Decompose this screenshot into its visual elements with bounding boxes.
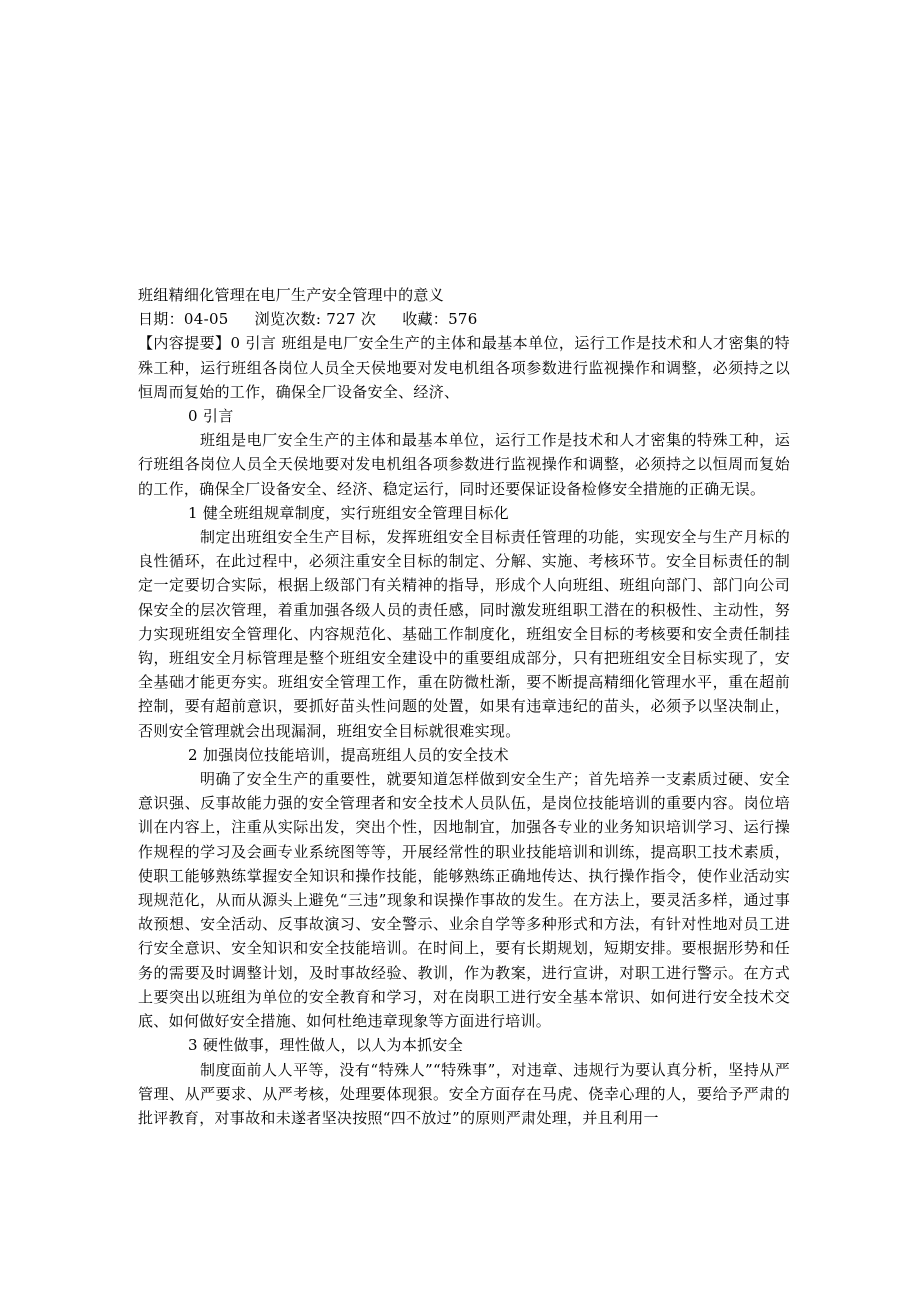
section-3-paragraph: 制度面前人人平等，没有“特殊人”“特殊事”，对违章、违规行为要认真分析，坚持从严管理、从严要求、从严考核，处理要体现狠。安全方面存在马虎、侥幸心理的人，要给予严肃的批评教育，对事故和未遂者坚决按照“四不放过”的原则严肃处理，并且利用一 bbox=[138, 1060, 790, 1127]
article-meta bbox=[138, 307, 790, 331]
intro-heading: 0 引言 bbox=[188, 407, 234, 426]
article-title: 班组精细化管理在电厂生产安全管理中的意义 bbox=[138, 286, 445, 304]
section-1-heading: 1 健全班组规章制度，实行班组安全管理目标化 bbox=[188, 503, 509, 522]
article-abstract: 【内容提要】0 引言 班组是电厂安全生产的主体和最基本单位，运行工作是技术和人才密集的特殊工种，运行班组各岗位人员全天侯地要对发电机组各项参数进行监视操作和调整，必须持之以恒周而复始的工作，确保全厂设备安全、经济、 bbox=[138, 334, 790, 401]
article-favorites: 收藏：576 bbox=[402, 310, 478, 329]
article bbox=[138, 283, 790, 1130]
section-3-heading: 3 硬性做事，理性做人，以人为本抓安全 bbox=[188, 1036, 464, 1055]
section-2-paragraph: 明确了安全生产的重要性，就要知道怎样做到安全生产；首先培养一支素质过硬、安全意识强、反事故能力强的安全管理者和安全技术人员队伍，是岗位技能培训的重要内容。岗位培训在内容上，注重从实际出发，突出个性，因地制宜，加强各专业的业务知识培训学习、运行操作规程的学习及会画专业系统图等等，开展经常性的职业技能培训和训练，提高职工技术素质，使职工能够熟练掌握安全知识和操作技能，能够熟练正确地传达、执行操作指令，使作业活动实现规范化，从而从源头上避免“三违”现象和误操作事故的发生。在方法上，要灵活多样，通过事故预想、安全活动、反事故演习、安全警示、业余自学等多种形式和方法，有针对性地对员工进行安全意识、安全知识和安全技能培训。在时间上，要有长期规划，短期安排。要根据形势和任务的需要及时调整计划，及时事故经验、教训，作为教案，进行宣讲，对职工进行警示。在方式上要突出以班组为单位的安全教育和学习，对在岗职工进行安全基本常识、如何进行安全技术交底、如何做好安全措施、如何杜绝违章现象等方面进行培训。 bbox=[138, 770, 790, 1031]
section-1-paragraph: 制定出班组安全生产目标，发挥班组安全目标责任管理的功能，实现安全与生产月标的良性循环，在此过程中，必须注重安全目标的制定、分解、实施、考核环节。安全目标责任的制定一定要切合实际，根据上级部门有关精神的指导，形成个人向班组、班组向部门、部门向公司保安全的层次管理，着重加强各级人员的责任感，同时激发班组职工潜在的积极性、主动性，努力实现班组安全管理化、内容规范化、基础工作制度化，班组安全目标的考核要和安全责任制挂钩，班组安全月标管理是整个班组安全建设中的重要组成部分，只有把班组安全目标实现了，安全基础才能更夯实。班组安全管理工作，重在防微杜渐，要不断提高精细化管理水平，重在超前控制，要有超前意识，要抓好苗头性问题的处置，如果有违章违纪的苗头，必须予以坚决制止，否则安全管理就会出现漏洞，班组安全目标就很难实现。 bbox=[138, 528, 790, 740]
section-2-heading: 2 加强岗位技能培训，提高班组人员的安全技术 bbox=[188, 745, 509, 764]
article-date: 日期：04-05 bbox=[138, 310, 229, 329]
article-views: 浏览次数: 727 次 bbox=[254, 310, 377, 329]
intro-paragraph: 班组是电厂安全生产的主体和最基本单位，运行工作是技术和人才密集的特殊工种，运行班组各岗位人员全天侯地要对发电机组各项参数进行监视操作和调整，必须持之以恒周而复始的工作，确保全厂设备安全、经济、稳定运行，同时还要保证设备检修安全措施的正确无误。 bbox=[138, 431, 790, 498]
